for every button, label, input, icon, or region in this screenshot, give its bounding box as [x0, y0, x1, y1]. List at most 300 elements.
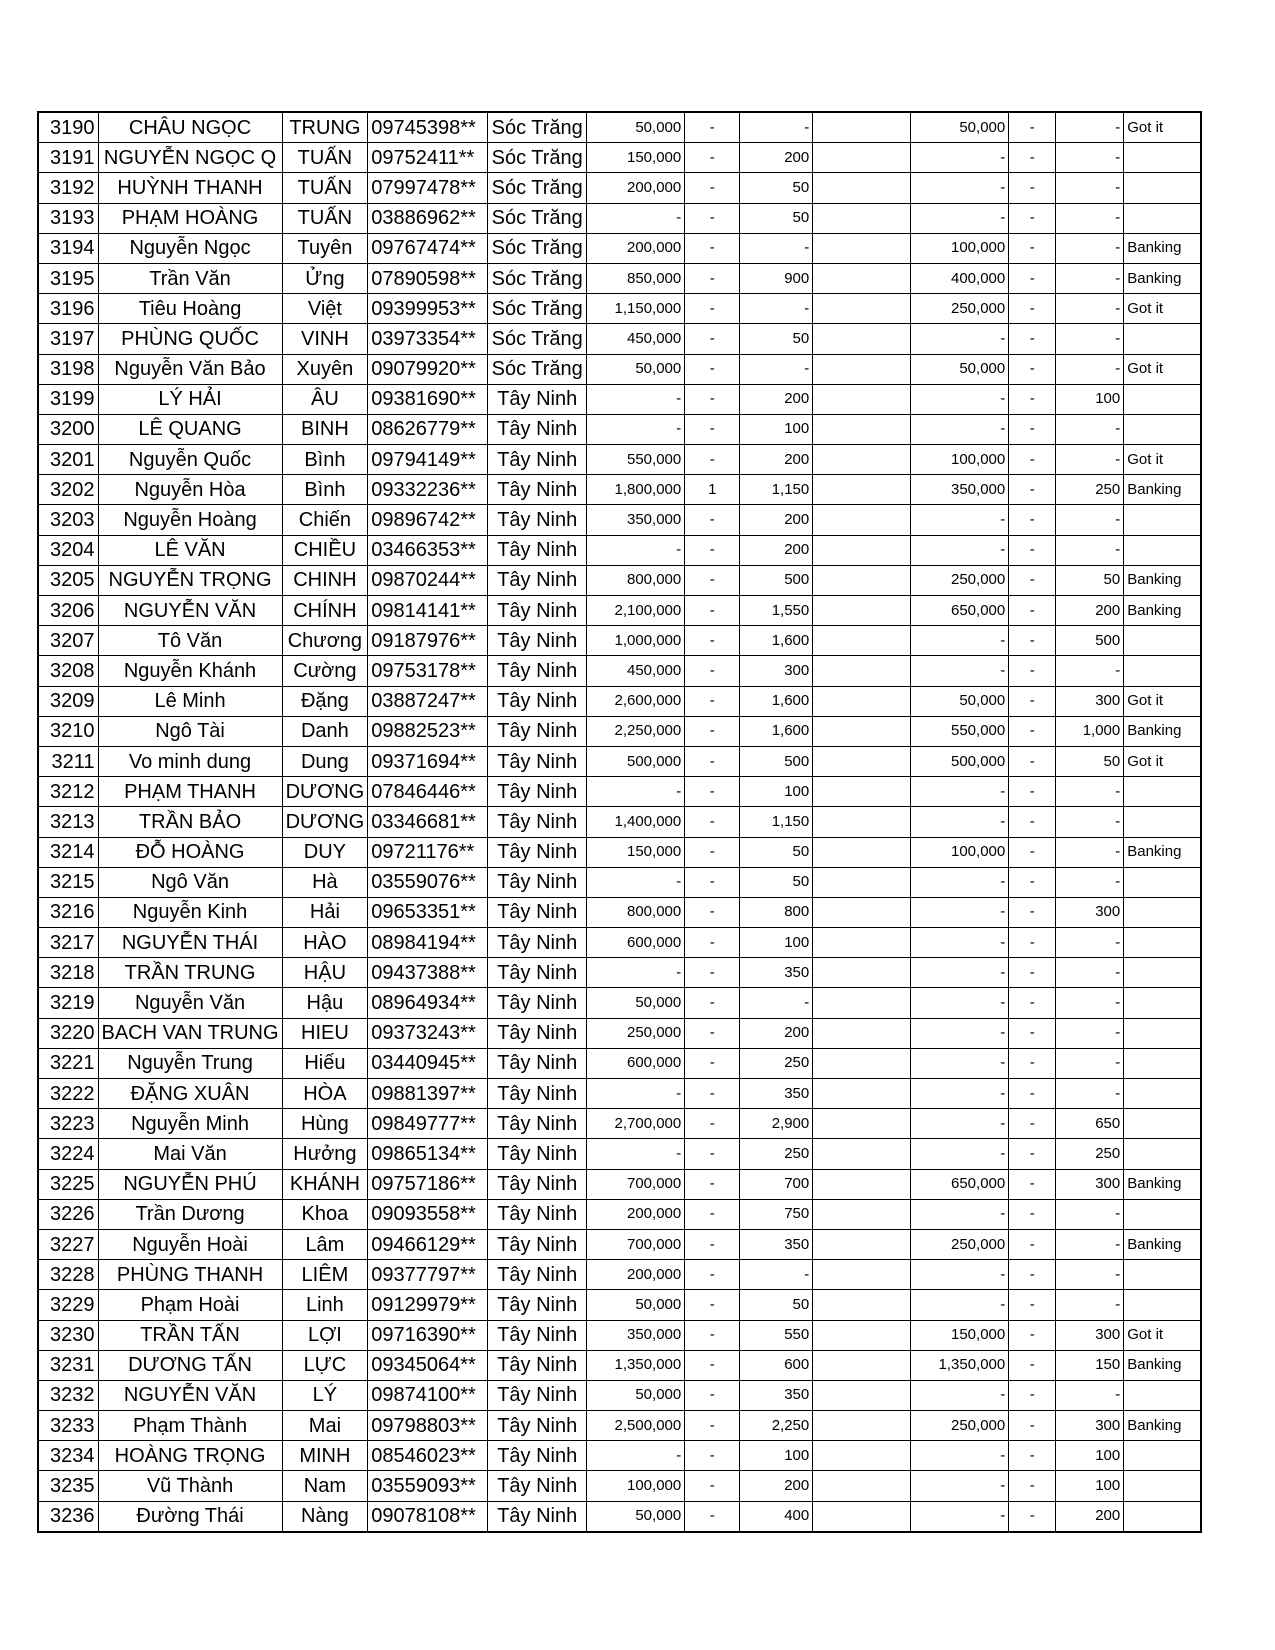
cell-amount-2: 200	[740, 143, 813, 173]
cell-amount-1: 1,150,000	[587, 294, 685, 324]
cell-id: 3228	[38, 1260, 98, 1290]
cell-amount-4: 100	[1056, 1471, 1124, 1501]
cell-status: Got it	[1124, 112, 1201, 143]
cell-phone: 08984194**	[368, 928, 488, 958]
cell-amount-2: 250	[740, 1139, 813, 1169]
cell-amount-4: -	[1056, 1290, 1124, 1320]
cell-status	[1124, 1199, 1201, 1229]
cell-province: Tây Ninh	[488, 958, 587, 988]
cell-count-1: -	[685, 777, 740, 807]
cell-amount-4: -	[1056, 1199, 1124, 1229]
cell-amount-2: 400	[740, 1501, 813, 1532]
cell-count-1: -	[685, 928, 740, 958]
cell-amount-2: 100	[740, 928, 813, 958]
table-row	[38, 988, 1201, 1018]
cell-amount-2: 50	[740, 867, 813, 897]
table-row	[38, 1260, 1201, 1290]
cell-count-2: -	[1009, 1109, 1056, 1139]
cell-first-name: Cường	[282, 656, 368, 686]
cell-count-1: -	[685, 203, 740, 233]
cell-first-name: VINH	[282, 324, 368, 354]
table-row	[38, 1079, 1201, 1109]
cell-province: Tây Ninh	[488, 928, 587, 958]
cell-amount-2: 100	[740, 414, 813, 444]
cell-id: 3206	[38, 596, 98, 626]
cell-count-1: -	[685, 897, 740, 927]
cell-phone: 09849777**	[368, 1109, 488, 1139]
cell-amount-1: 1,800,000	[587, 475, 685, 505]
cell-province: Sóc Trăng	[488, 354, 587, 384]
cell-province: Tây Ninh	[488, 988, 587, 1018]
cell-count-2: -	[1009, 565, 1056, 595]
cell-count-1: -	[685, 173, 740, 203]
cell-amount-3: 50,000	[911, 112, 1009, 143]
cell-province: Tây Ninh	[488, 777, 587, 807]
cell-first-name: Nam	[282, 1471, 368, 1501]
cell-last-name: Phạm Hoài	[98, 1290, 282, 1320]
cell-last-name: Lê Minh	[98, 686, 282, 716]
cell-phone: 07997478**	[368, 173, 488, 203]
cell-id: 3232	[38, 1380, 98, 1410]
cell-amount-3: -	[911, 173, 1009, 203]
cell-amount-1: 700,000	[587, 1229, 685, 1259]
cell-province: Tây Ninh	[488, 414, 587, 444]
cell-last-name: NGUYỄN NGỌC Q	[98, 143, 282, 173]
cell-count-2: -	[1009, 777, 1056, 807]
cell-province: Tây Ninh	[488, 1018, 587, 1048]
cell-count-2: -	[1009, 897, 1056, 927]
cell-province: Sóc Trăng	[488, 263, 587, 293]
cell-amount-4: -	[1056, 263, 1124, 293]
cell-amount-4: -	[1056, 1229, 1124, 1259]
cell-amount-2: 250	[740, 1048, 813, 1078]
cell-count-2: -	[1009, 1411, 1056, 1441]
cell-empty	[813, 928, 911, 958]
cell-status	[1124, 958, 1201, 988]
table-row	[38, 777, 1201, 807]
cell-amount-3: -	[911, 1501, 1009, 1532]
cell-amount-2: 2,900	[740, 1109, 813, 1139]
cell-amount-4: -	[1056, 928, 1124, 958]
cell-amount-2: 2,250	[740, 1411, 813, 1441]
cell-province: Tây Ninh	[488, 1109, 587, 1139]
cell-phone: 03346681**	[368, 807, 488, 837]
cell-count-1: -	[685, 958, 740, 988]
cell-amount-1: 2,500,000	[587, 1411, 685, 1441]
cell-count-1: -	[685, 716, 740, 746]
cell-empty	[813, 958, 911, 988]
cell-amount-3: -	[911, 535, 1009, 565]
cell-amount-2: 200	[740, 535, 813, 565]
cell-status	[1124, 1260, 1201, 1290]
cell-amount-4: -	[1056, 1018, 1124, 1048]
cell-id: 3208	[38, 656, 98, 686]
cell-amount-4: -	[1056, 354, 1124, 384]
cell-empty	[813, 354, 911, 384]
cell-status: Banking	[1124, 1350, 1201, 1380]
cell-empty	[813, 897, 911, 927]
cell-amount-4: -	[1056, 807, 1124, 837]
cell-amount-1: -	[587, 1441, 685, 1471]
cell-first-name: Hà	[282, 867, 368, 897]
cell-amount-3: 650,000	[911, 1169, 1009, 1199]
cell-amount-2: -	[740, 1260, 813, 1290]
cell-amount-3: 150,000	[911, 1320, 1009, 1350]
cell-count-1: -	[685, 1290, 740, 1320]
cell-id: 3196	[38, 294, 98, 324]
cell-count-2: -	[1009, 535, 1056, 565]
cell-amount-4: 200	[1056, 596, 1124, 626]
cell-status: Got it	[1124, 294, 1201, 324]
cell-phone: 03559093**	[368, 1471, 488, 1501]
cell-empty	[813, 505, 911, 535]
cell-amount-1: 200,000	[587, 233, 685, 263]
cell-amount-4: 300	[1056, 1320, 1124, 1350]
cell-amount-3: -	[911, 988, 1009, 1018]
cell-empty	[813, 1079, 911, 1109]
cell-empty	[813, 1139, 911, 1169]
cell-last-name: PHẠM HOÀNG	[98, 203, 282, 233]
cell-status: Banking	[1124, 475, 1201, 505]
cell-last-name: NGUYỄN VĂN	[98, 596, 282, 626]
cell-phone: 08964934**	[368, 988, 488, 1018]
cell-amount-3: -	[911, 143, 1009, 173]
cell-empty	[813, 1018, 911, 1048]
cell-first-name: Hậu	[282, 988, 368, 1018]
cell-amount-2: 1,150	[740, 807, 813, 837]
cell-empty	[813, 686, 911, 716]
cell-first-name: Danh	[282, 716, 368, 746]
table-body	[38, 112, 1201, 1532]
table-row	[38, 143, 1201, 173]
cell-amount-2: 350	[740, 1380, 813, 1410]
cell-status: Got it	[1124, 445, 1201, 475]
cell-amount-1: -	[587, 384, 685, 414]
table-row	[38, 294, 1201, 324]
table-row	[38, 1048, 1201, 1078]
cell-status	[1124, 656, 1201, 686]
cell-status	[1124, 143, 1201, 173]
cell-empty	[813, 1290, 911, 1320]
cell-count-1: -	[685, 112, 740, 143]
cell-phone: 09752411**	[368, 143, 488, 173]
cell-count-2: -	[1009, 445, 1056, 475]
cell-id: 3207	[38, 626, 98, 656]
cell-amount-1: 700,000	[587, 1169, 685, 1199]
cell-phone: 09753178**	[368, 656, 488, 686]
cell-id: 3220	[38, 1018, 98, 1048]
cell-amount-1: 800,000	[587, 565, 685, 595]
cell-amount-1: 250,000	[587, 1018, 685, 1048]
cell-province: Sóc Trăng	[488, 112, 587, 143]
cell-amount-2: 350	[740, 1229, 813, 1259]
table-row	[38, 807, 1201, 837]
cell-count-1: -	[685, 294, 740, 324]
table-row	[38, 928, 1201, 958]
cell-first-name: HÒA	[282, 1079, 368, 1109]
cell-first-name: Hưởng	[282, 1139, 368, 1169]
cell-first-name: MINH	[282, 1441, 368, 1471]
cell-phone: 09721176**	[368, 837, 488, 867]
cell-phone: 09093558**	[368, 1199, 488, 1229]
cell-phone: 09716390**	[368, 1320, 488, 1350]
cell-phone: 09129979**	[368, 1290, 488, 1320]
cell-amount-3: -	[911, 324, 1009, 354]
table-row	[38, 475, 1201, 505]
cell-province: Tây Ninh	[488, 1139, 587, 1169]
cell-amount-3: -	[911, 867, 1009, 897]
cell-last-name: TRẦN TRUNG	[98, 958, 282, 988]
cell-amount-4: 250	[1056, 1139, 1124, 1169]
cell-amount-2: 100	[740, 1441, 813, 1471]
cell-province: Tây Ninh	[488, 565, 587, 595]
cell-first-name: Khoa	[282, 1199, 368, 1229]
cell-province: Sóc Trăng	[488, 203, 587, 233]
cell-count-1: -	[685, 596, 740, 626]
cell-amount-4: -	[1056, 837, 1124, 867]
cell-count-2: -	[1009, 173, 1056, 203]
cell-phone: 03440945**	[368, 1048, 488, 1078]
cell-count-1: -	[685, 626, 740, 656]
cell-phone: 09794149**	[368, 445, 488, 475]
table-row	[38, 1380, 1201, 1410]
cell-amount-3: 100,000	[911, 837, 1009, 867]
cell-amount-4: 300	[1056, 686, 1124, 716]
cell-last-name: LÊ VĂN	[98, 535, 282, 565]
cell-phone: 09757186**	[368, 1169, 488, 1199]
cell-province: Sóc Trăng	[488, 143, 587, 173]
cell-status	[1124, 1018, 1201, 1048]
cell-phone: 09870244**	[368, 565, 488, 595]
cell-phone: 09798803**	[368, 1411, 488, 1441]
cell-empty	[813, 233, 911, 263]
cell-amount-1: 150,000	[587, 837, 685, 867]
cell-amount-4: -	[1056, 1079, 1124, 1109]
cell-count-1: -	[685, 565, 740, 595]
cell-status: Banking	[1124, 263, 1201, 293]
cell-province: Sóc Trăng	[488, 233, 587, 263]
cell-amount-2: 350	[740, 958, 813, 988]
cell-status	[1124, 1048, 1201, 1078]
cell-last-name: PHẠM THANH	[98, 777, 282, 807]
cell-amount-3: -	[911, 1380, 1009, 1410]
table-row	[38, 445, 1201, 475]
cell-last-name: Nguyễn Ngọc	[98, 233, 282, 263]
cell-count-2: -	[1009, 1260, 1056, 1290]
table-row	[38, 1411, 1201, 1441]
cell-count-2: -	[1009, 716, 1056, 746]
cell-amount-1: 50,000	[587, 988, 685, 1018]
cell-province: Sóc Trăng	[488, 173, 587, 203]
cell-amount-2: 1,600	[740, 626, 813, 656]
table-row	[38, 596, 1201, 626]
cell-empty	[813, 535, 911, 565]
cell-count-1: -	[685, 1501, 740, 1532]
cell-id: 3234	[38, 1441, 98, 1471]
cell-amount-3: -	[911, 1260, 1009, 1290]
cell-count-2: -	[1009, 1501, 1056, 1532]
cell-phone: 09381690**	[368, 384, 488, 414]
table-row	[38, 324, 1201, 354]
cell-amount-3: -	[911, 414, 1009, 444]
cell-id: 3219	[38, 988, 98, 1018]
cell-amount-1: -	[587, 867, 685, 897]
cell-phone: 09814141**	[368, 596, 488, 626]
cell-count-2: -	[1009, 112, 1056, 143]
cell-empty	[813, 1048, 911, 1078]
cell-amount-4: 250	[1056, 475, 1124, 505]
cell-amount-2: 50	[740, 324, 813, 354]
cell-amount-4: 300	[1056, 1411, 1124, 1441]
cell-amount-1: 350,000	[587, 505, 685, 535]
table-row	[38, 837, 1201, 867]
cell-count-1: -	[685, 1079, 740, 1109]
cell-status	[1124, 1441, 1201, 1471]
cell-province: Tây Ninh	[488, 807, 587, 837]
cell-amount-3: -	[911, 777, 1009, 807]
cell-status	[1124, 807, 1201, 837]
cell-phone: 09345064**	[368, 1350, 488, 1380]
cell-amount-4: -	[1056, 1048, 1124, 1078]
cell-phone: 08546023**	[368, 1441, 488, 1471]
cell-amount-1: 850,000	[587, 263, 685, 293]
cell-empty	[813, 294, 911, 324]
cell-last-name: PHÙNG QUỐC	[98, 324, 282, 354]
cell-first-name: Chương	[282, 626, 368, 656]
cell-province: Tây Ninh	[488, 535, 587, 565]
cell-amount-2: 100	[740, 777, 813, 807]
cell-province: Tây Ninh	[488, 445, 587, 475]
cell-last-name: Nguyễn Hoài	[98, 1229, 282, 1259]
cell-count-2: -	[1009, 203, 1056, 233]
cell-first-name: TUẤN	[282, 203, 368, 233]
cell-amount-4: 300	[1056, 897, 1124, 927]
cell-status: Got it	[1124, 746, 1201, 776]
cell-province: Tây Ninh	[488, 1471, 587, 1501]
cell-amount-4: 100	[1056, 1441, 1124, 1471]
cell-last-name: Tô Văn	[98, 626, 282, 656]
cell-id: 3199	[38, 384, 98, 414]
cell-amount-3: -	[911, 203, 1009, 233]
cell-id: 3235	[38, 1471, 98, 1501]
cell-province: Tây Ninh	[488, 1229, 587, 1259]
cell-count-1: -	[685, 1018, 740, 1048]
table-row	[38, 1320, 1201, 1350]
cell-empty	[813, 1169, 911, 1199]
cell-amount-4: 50	[1056, 746, 1124, 776]
cell-amount-1: 100,000	[587, 1471, 685, 1501]
cell-province: Tây Ninh	[488, 1290, 587, 1320]
cell-amount-4: 50	[1056, 565, 1124, 595]
cell-amount-2: 800	[740, 897, 813, 927]
cell-amount-3: 400,000	[911, 263, 1009, 293]
cell-amount-1: 2,100,000	[587, 596, 685, 626]
cell-amount-3: -	[911, 1079, 1009, 1109]
cell-first-name: Ửng	[282, 263, 368, 293]
cell-province: Tây Ninh	[488, 596, 587, 626]
cell-id: 3192	[38, 173, 98, 203]
cell-amount-3: 100,000	[911, 233, 1009, 263]
cell-id: 3230	[38, 1320, 98, 1350]
cell-amount-4: -	[1056, 173, 1124, 203]
cell-amount-4: -	[1056, 505, 1124, 535]
cell-last-name: LÊ QUANG	[98, 414, 282, 444]
cell-amount-1: -	[587, 1079, 685, 1109]
cell-id: 3204	[38, 535, 98, 565]
cell-amount-1: 50,000	[587, 112, 685, 143]
table-row	[38, 1199, 1201, 1229]
cell-count-2: -	[1009, 294, 1056, 324]
cell-amount-4: -	[1056, 203, 1124, 233]
cell-last-name: Ngô Tài	[98, 716, 282, 746]
cell-first-name: Dung	[282, 746, 368, 776]
cell-amount-1: 600,000	[587, 1048, 685, 1078]
cell-status	[1124, 897, 1201, 927]
table-row	[38, 1139, 1201, 1169]
cell-province: Tây Ninh	[488, 626, 587, 656]
cell-amount-3: 350,000	[911, 475, 1009, 505]
cell-amount-2: 50	[740, 1290, 813, 1320]
cell-amount-4: 1,000	[1056, 716, 1124, 746]
cell-amount-1: 500,000	[587, 746, 685, 776]
cell-first-name: Lâm	[282, 1229, 368, 1259]
cell-last-name: Đường Thái	[98, 1501, 282, 1532]
cell-status	[1124, 988, 1201, 1018]
cell-phone: 09466129**	[368, 1229, 488, 1259]
cell-empty	[813, 1501, 911, 1532]
cell-id: 3216	[38, 897, 98, 927]
cell-amount-3: 550,000	[911, 716, 1009, 746]
cell-amount-4: 650	[1056, 1109, 1124, 1139]
cell-province: Tây Ninh	[488, 1320, 587, 1350]
cell-id: 3226	[38, 1199, 98, 1229]
cell-province: Tây Ninh	[488, 505, 587, 535]
cell-last-name: Vũ Thành	[98, 1471, 282, 1501]
cell-id: 3222	[38, 1079, 98, 1109]
cell-last-name: LÝ HẢI	[98, 384, 282, 414]
cell-amount-1: 50,000	[587, 1290, 685, 1320]
cell-empty	[813, 988, 911, 1018]
cell-amount-2: 500	[740, 565, 813, 595]
cell-amount-2: 50	[740, 173, 813, 203]
cell-status	[1124, 626, 1201, 656]
table-row	[38, 626, 1201, 656]
cell-last-name: BACH VAN TRUNG	[98, 1018, 282, 1048]
cell-province: Tây Ninh	[488, 1199, 587, 1229]
cell-first-name: LỢI	[282, 1320, 368, 1350]
cell-amount-1: 200,000	[587, 1260, 685, 1290]
cell-amount-2: 200	[740, 1471, 813, 1501]
cell-amount-1: 450,000	[587, 656, 685, 686]
table-row	[38, 1501, 1201, 1532]
cell-empty	[813, 1109, 911, 1139]
cell-last-name: DƯƠNG TẤN	[98, 1350, 282, 1380]
cell-amount-4: 300	[1056, 1169, 1124, 1199]
cell-amount-4: -	[1056, 958, 1124, 988]
table-row	[38, 1109, 1201, 1139]
cell-status	[1124, 203, 1201, 233]
cell-amount-3: -	[911, 1471, 1009, 1501]
cell-amount-3: -	[911, 807, 1009, 837]
cell-phone: 09371694**	[368, 746, 488, 776]
cell-count-2: -	[1009, 596, 1056, 626]
cell-count-1: -	[685, 1229, 740, 1259]
cell-count-2: -	[1009, 1441, 1056, 1471]
cell-province: Tây Ninh	[488, 1048, 587, 1078]
cell-id: 3233	[38, 1411, 98, 1441]
cell-phone: 09653351**	[368, 897, 488, 927]
cell-province: Tây Ninh	[488, 746, 587, 776]
